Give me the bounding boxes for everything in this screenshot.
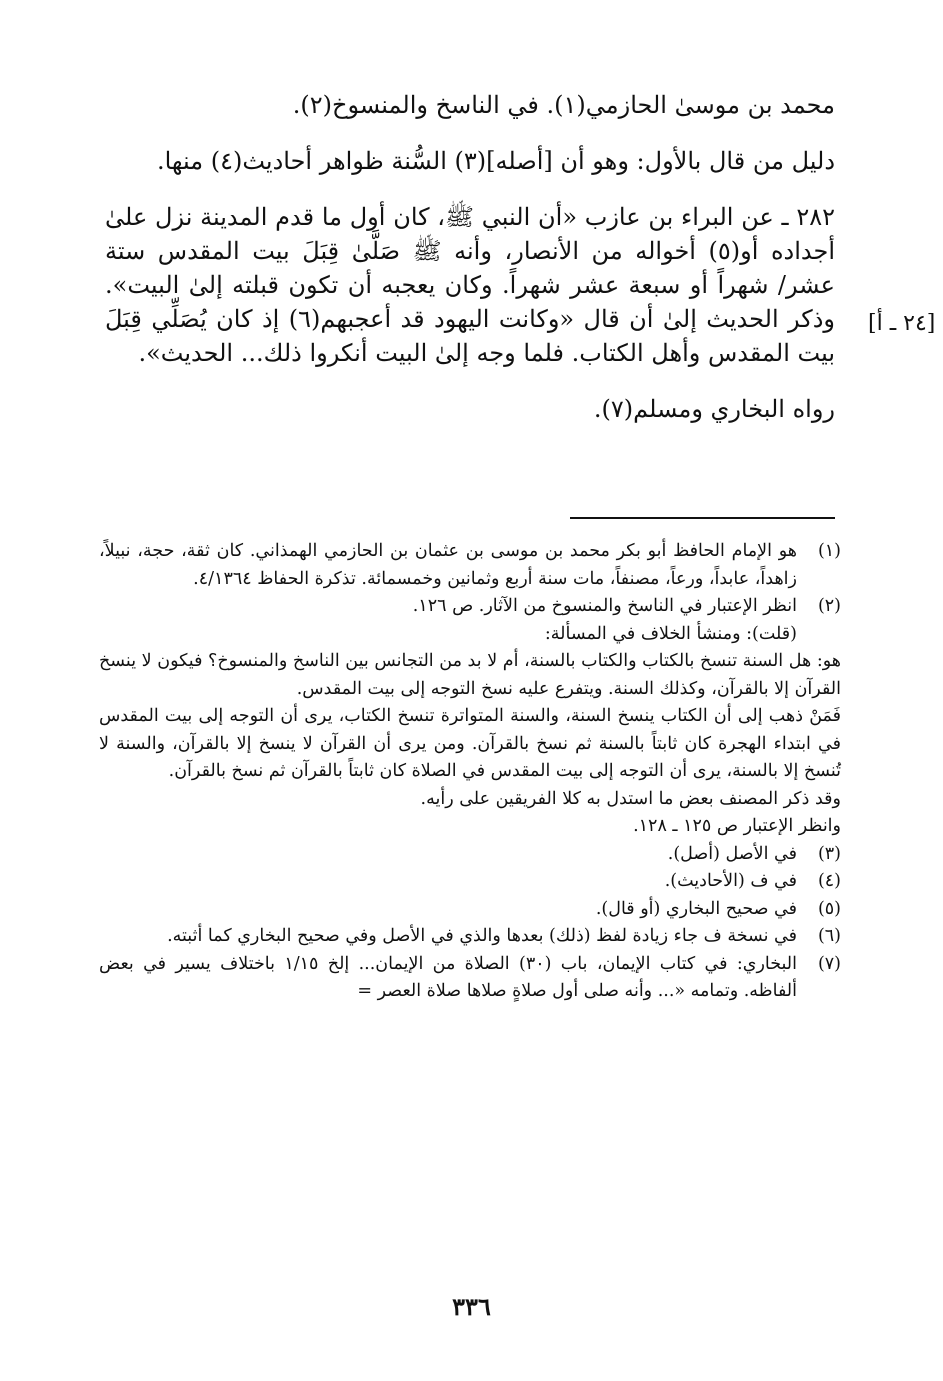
page-number: ٣٣٦ (452, 1292, 491, 1321)
footnote-text: البخاري: في كتاب الإيمان، باب (٣٠) الصلاة من الإيمان... إلخ ١/١٥ باختلاف يسير في بعض ألفاظه. وتمامه «... وأنه صلى أول صلاةٍ صلاها صلاة العصر = (99, 953, 797, 1001)
footnote-text: في نسخة ف جاء زيادة لفظ (ذلك) بعدها والذي في الأصل وفي صحيح البخاري كما أثبته. (167, 926, 797, 946)
footnote-3 (99, 841, 841, 869)
footnote-number: (٢) (817, 596, 841, 616)
evidence-line: دليل من قال بالأول: وهو أن [أصله](٣) السُّنة ظواهر أحاديث(٤) منها. (156, 147, 835, 175)
footnote-number: (١) (817, 541, 841, 561)
footnote-number: (٤) (817, 871, 841, 891)
footnote-number: (٧) (817, 953, 841, 974)
footnote-6 (99, 923, 841, 951)
footnote-text: في صحيح البخاري (أو قال). (595, 898, 797, 919)
footnote-2-paragraph: فَمَنْ ذهب إلى أن الكتاب ينسخ السنة، والسنة المتواترة تنسخ الكتاب، يرى أن التوجه إلى بيت المقدس في ابتداء الهجرة كان ثابتاً بالسنة ثم نسخ بالقرآن. ومن يرى أن القرآن لا ينسخ إلا بالقرآن، والسنة لا تُنسخ إلا بالسنة، يرى أن التوجه إلى بيت المقدس في الصلاة كان ثابتاً بالقرآن ثم نسخ بالقرآن. (99, 706, 841, 781)
footnote-2-paragraph: هو: هل السنة تنسخ بالكتاب والكتاب بالسنة، أم لا بد من التجانس بين الناسخ والمنسوخ؟ فيكون لا ينسخ القرآن إلا بالقرآن، وكذلك السنة. ويتفرع عليه نسخ التوجه إلى بيت المقدس. (99, 651, 841, 699)
manuscript-folio-marker: [٢٤ ـ أ] (868, 311, 936, 336)
footnote-text: في ف (الأحاديث). (664, 871, 797, 891)
footnote-2 (99, 593, 841, 648)
footnotes (99, 538, 841, 1006)
footnote-2-paragraph: وانظر الإعتبار ص ١٢٥ ـ ١٢٨. (633, 816, 841, 836)
footnote-text: انظر الإعتبار في الناسخ والمنسوخ من الآثار. ص ١٢٦. (412, 596, 797, 616)
main-intro-line: محمد بن موسىٰ الحازمي(١). في الناسخ والمنسوخ(٢). (292, 91, 835, 119)
footnote-number: (٦) (817, 926, 841, 946)
footnote-text: هو الإمام الحافظ أبو بكر محمد بن موسى بن عثمان بن الحازمي الهمذاني. كان ثقة، حجة، نبيلاً، زاهداً، عابداً، ورعاً، مصنفاً، مات سنة أربع وثمانين وخمسمائة. تذكرة الحفاظ ٤/١٣٦٤. (99, 541, 797, 589)
footnote-text: في الأصل (أصل). (667, 843, 797, 864)
footnote-separator (570, 517, 835, 519)
footnote-5 (99, 896, 841, 924)
hadith-source: رواه البخاري ومسلم(٧). (593, 395, 835, 423)
footnote-4 (99, 868, 841, 896)
footnote-text: (قلت): ومنشأ الخلاف في المسألة: (544, 623, 797, 644)
footnote-7 (99, 951, 841, 1006)
footnote-number: (٣) (817, 843, 841, 864)
main-text (105, 88, 835, 426)
hadith-paragraph: ٢٨٢ ـ عن البراء بن عازب «أن النبي ﷺ، كان أول ما قدم المدينة نزل علىٰ أجداده أو(٥) أخواله من الأنصار، وأنه ﷺ صَلَّىٰ قِبَلَ بيت المقدس ستة عشر/ شهراً أو سبعة عشر شهراً. وكان يعجبه أن تكون قبلته إلىٰ البيت». وذكر الحديث إلىٰ أن قال «وكانت اليهود قد أعجبهم(٦) إذ كان يُصَلِّي قِبَلَ بيت المقدس وأهل الكتاب. فلما وجه إلىٰ البيت أنكروا ذلك... الحديث». (105, 203, 836, 367)
footnote-2-paragraph: وقد ذكر المصنف بعض ما استدل به كلا الفريقين على رأيه. (420, 788, 841, 809)
footnote-1 (99, 538, 841, 593)
footnote-number: (٥) (817, 898, 841, 919)
